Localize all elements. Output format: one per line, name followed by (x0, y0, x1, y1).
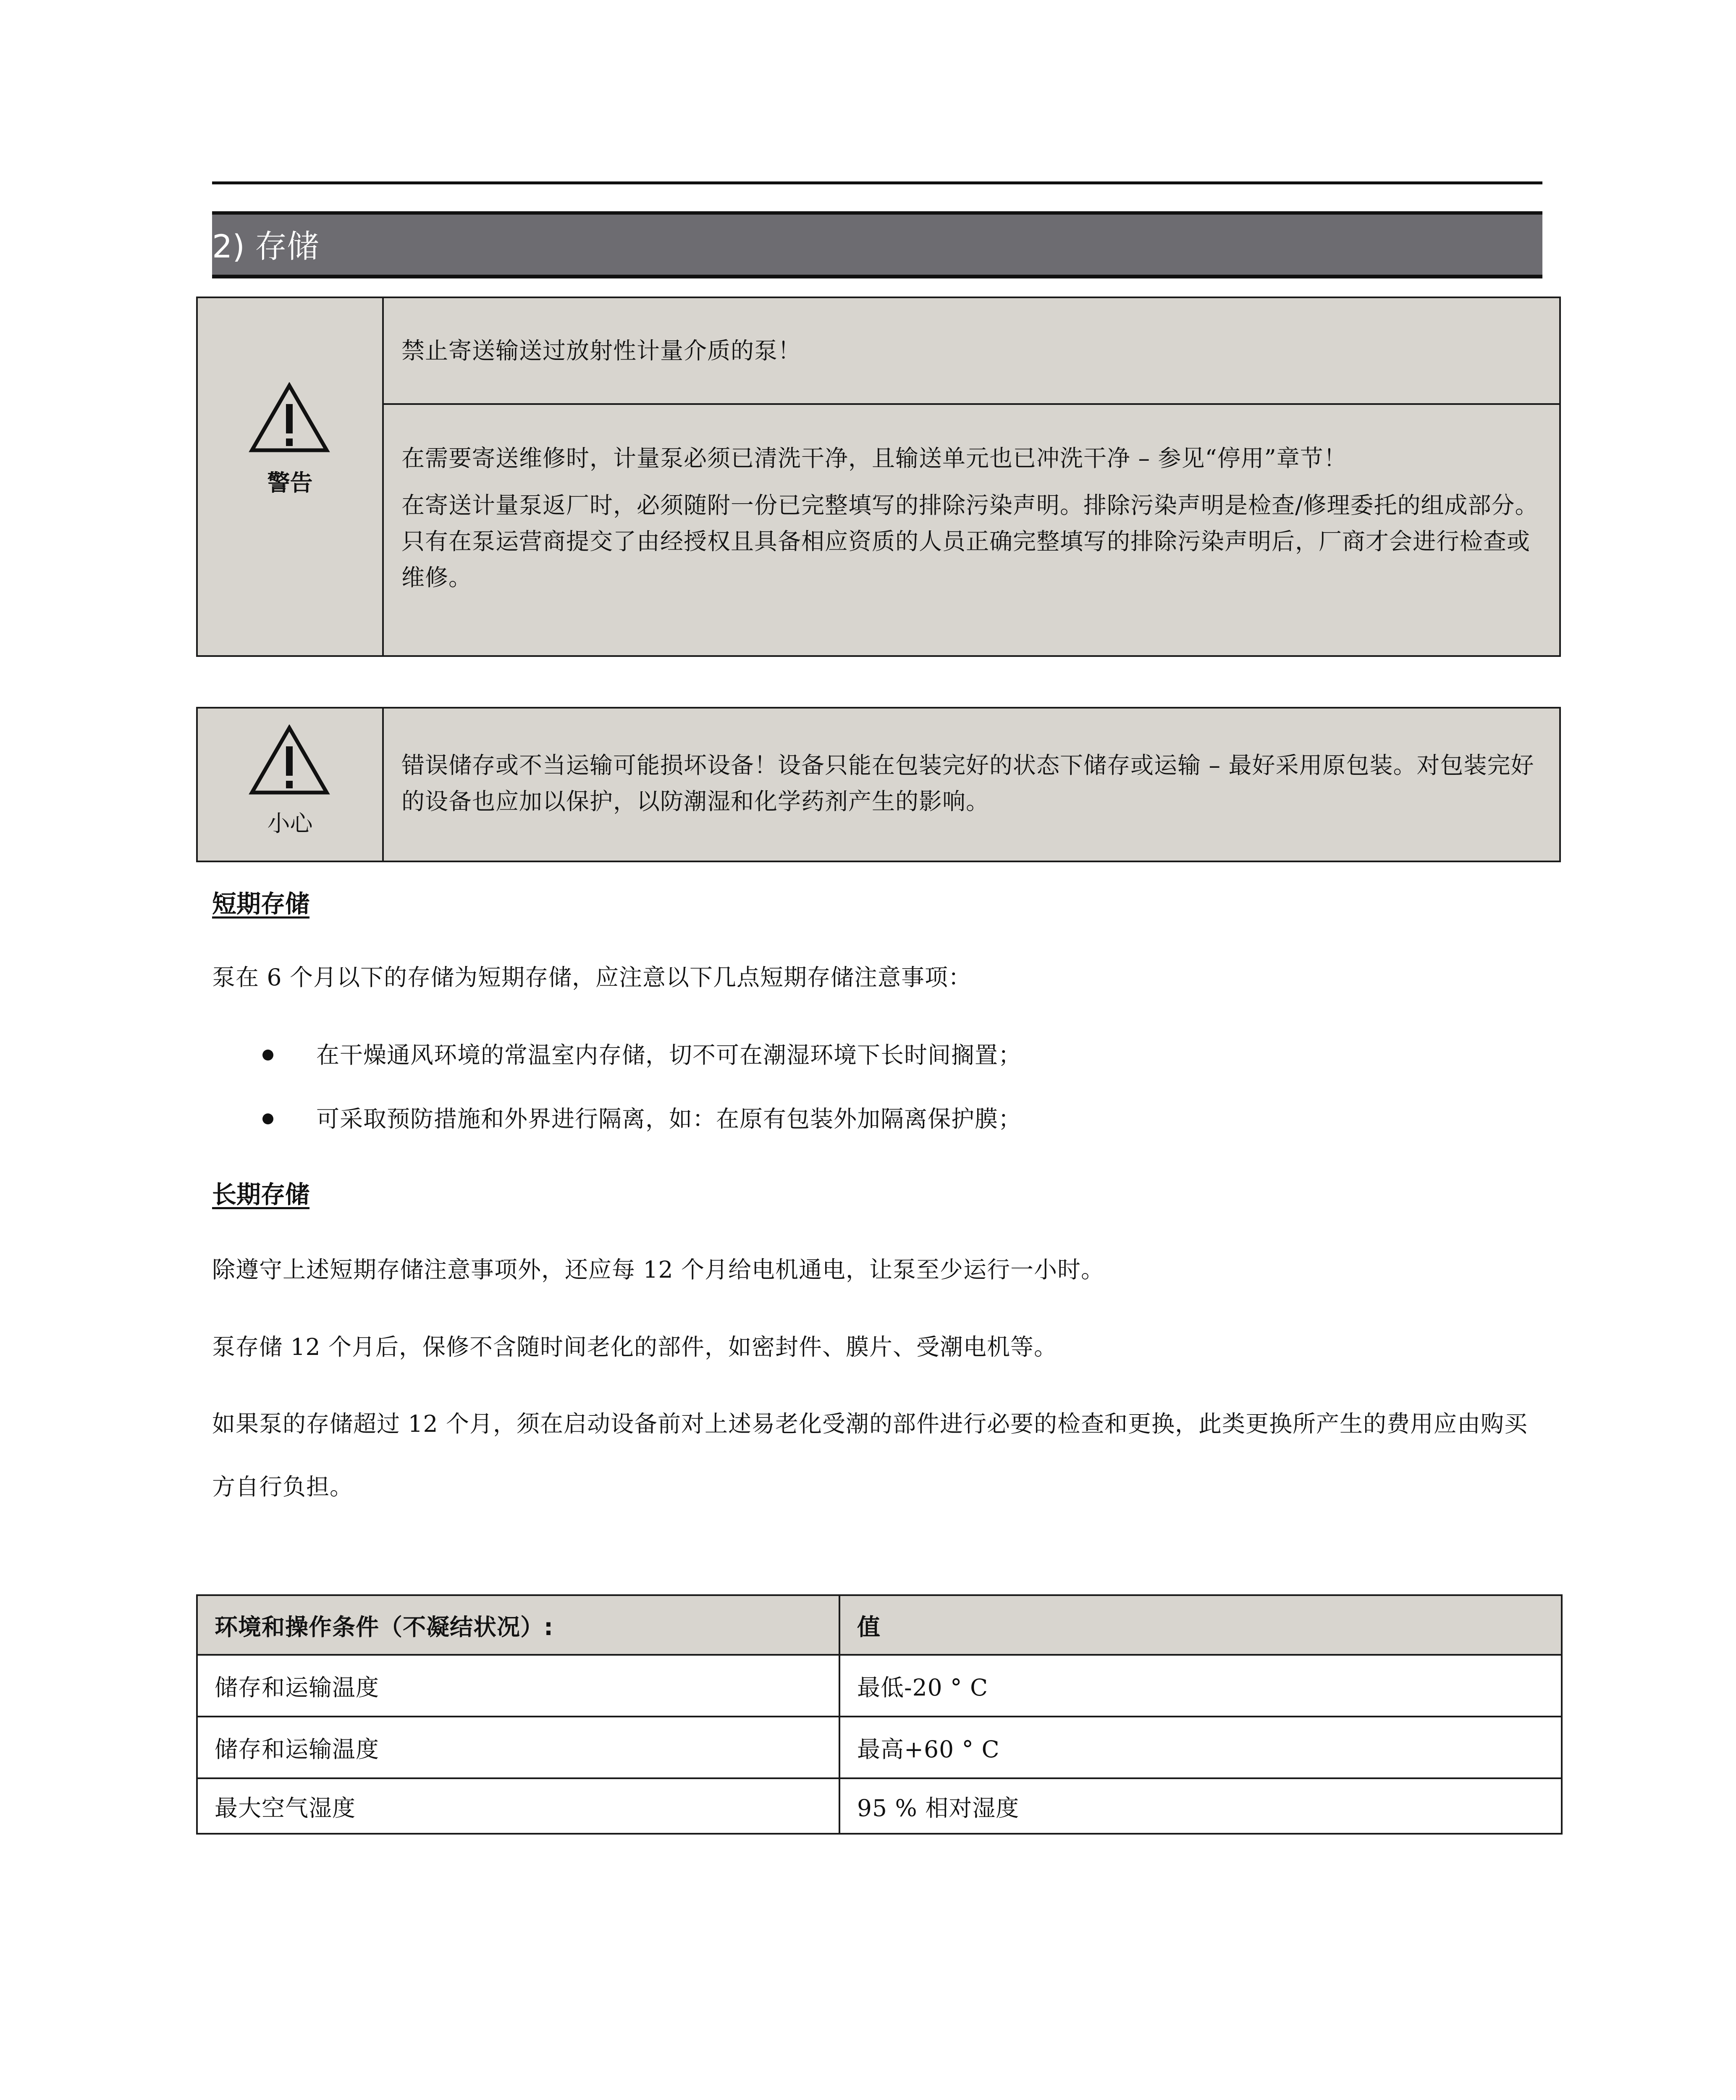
bullet-icon (262, 1113, 273, 1124)
long-term-para-monthly-run: 除遵守上述短期存储注意事项外，还应每 12 个月给电机通电，让泵至少运行一小时。 (212, 1256, 1104, 1283)
warning-icon-cell (198, 298, 384, 655)
table-row (197, 1655, 1562, 1717)
section-header (212, 211, 1542, 278)
warning-radioactive-text: 禁止寄送输送过放射性计量介质的泵！ (401, 337, 802, 364)
list-item-text: 可采取预防措施和外界进行隔离，如：在原有包装外加隔离保护膜； (316, 1105, 1022, 1132)
short-term-heading: 短期存储 (212, 890, 310, 918)
warning-triangle-icon (249, 724, 330, 796)
table-row (197, 1778, 1562, 1834)
warning-cleaning-text: 在需要寄送维修时，计量泵必须已清洗干净，且输送单元也已冲洗干净 – 参见“停用”章节！ (401, 445, 1347, 472)
caution-notice (196, 707, 1561, 862)
header-condition: 环境和操作条件（不凝结状况）: (197, 1595, 839, 1655)
warning-triangle-icon (249, 382, 330, 454)
long-term-heading: 长期存储 (212, 1180, 310, 1209)
caution-text: 错误储存或不当运输可能损坏设备！设备只能在包装完好的状态下储存或运输 – 最好采用原包装。对包装完好的设备也应加以保护，以防潮湿和化学药剂产生的影响。 (401, 752, 1534, 815)
table-row (197, 1717, 1562, 1778)
warning-decontamination-text: 在寄送计量泵返厂时，必须随附一份已完整填写的排除污染声明。排除污染声明是检查/修理委托的组成部分。只有在泵运营商提交了由经授权且具备相应资质的人员正确完整填写的排除污染声明后，厂商才会进行检查或维修。 (401, 492, 1539, 591)
list-item-text: 在干燥通风环境的常温室内存储，切不可在潮湿环境下长时间搁置； (316, 1042, 1022, 1068)
value-cell: 95 % 相对湿度 (839, 1778, 1562, 1834)
caution-label: 小心 (267, 810, 313, 837)
header-value: 值 (839, 1595, 1562, 1655)
warning-row-return (384, 405, 1559, 655)
table-header-row (197, 1595, 1562, 1655)
long-term-para-warranty: 泵存储 12 个月后，保修不含随时间老化的部件，如密封件、膜片、受潮电机等。 (212, 1334, 1057, 1360)
warning-label: 警告 (267, 470, 313, 496)
caution-icon-cell (198, 709, 384, 861)
caution-row (384, 709, 1559, 861)
value-cell: 最高+60 ° C (839, 1717, 1562, 1778)
section-title: 2) 存储 (212, 228, 319, 265)
warning-notice (196, 297, 1561, 657)
condition-cell: 储存和运输温度 (197, 1717, 839, 1778)
short-term-intro: 泵在 6 个月以下的存储为短期存储，应注意以下几点短期存储注意事项： (212, 964, 972, 991)
condition-cell: 储存和运输温度 (197, 1655, 839, 1717)
long-term-para-inspection: 如果泵的存储超过 12 个月，须在启动设备前对上述易老化受潮的部件进行必要的检查和更换，此类更换所产生的费用应由购买方自行负担。 (212, 1410, 1528, 1500)
warning-row-radioactive (384, 298, 1559, 405)
bullet-icon (262, 1050, 273, 1060)
condition-cell: 最大空气湿度 (197, 1778, 839, 1834)
value-cell: 最低-20 ° C (839, 1655, 1562, 1717)
top-rule (212, 181, 1542, 184)
conditions-table (196, 1594, 1563, 1835)
